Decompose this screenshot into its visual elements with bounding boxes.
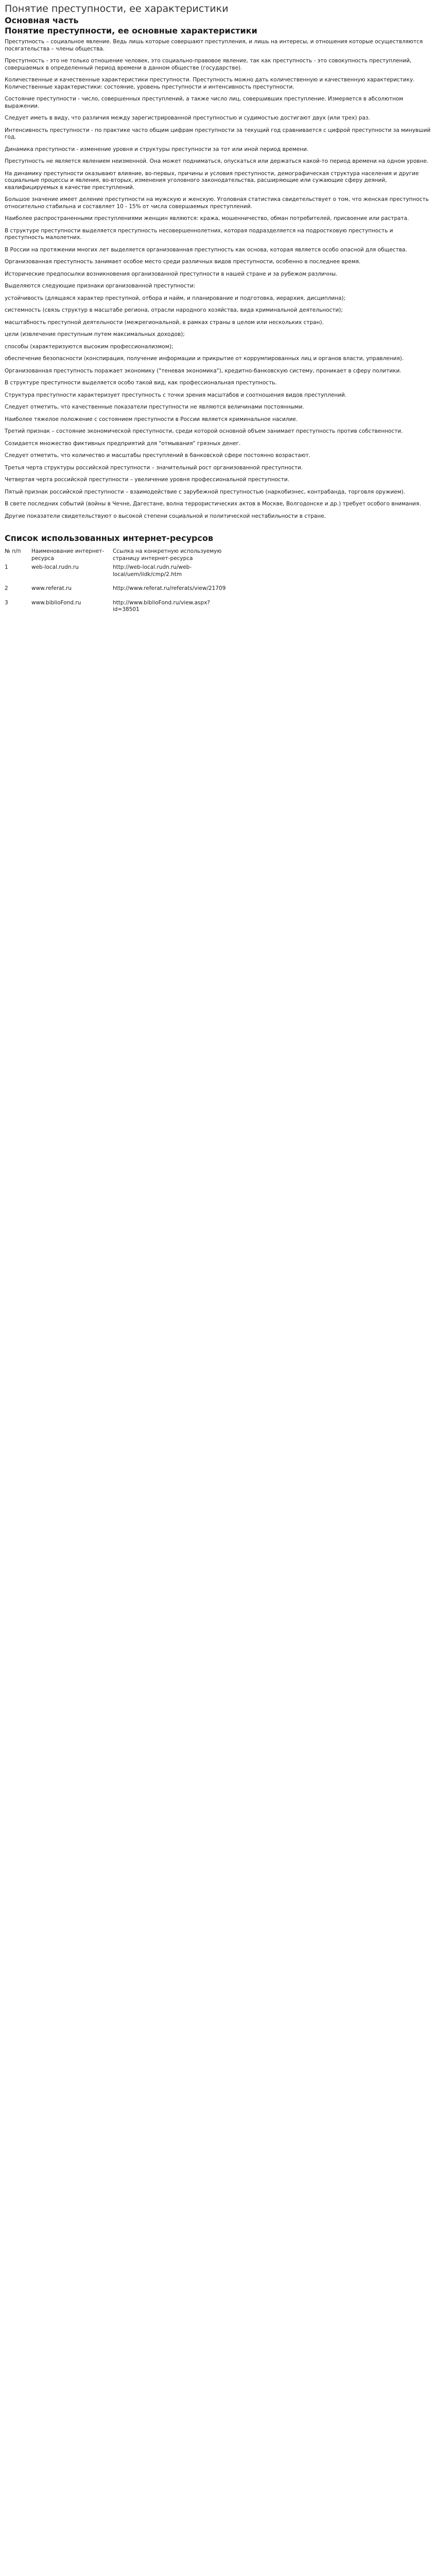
- references-heading: Список использованных интернет-ресурсов: [5, 533, 214, 543]
- document-body: [5, 39, 431, 520]
- paragraph: В структуре преступности выделяется особо такой вид, как профессиональная преступность.: [5, 380, 277, 386]
- paragraph: Другие показатели свидетельствуют о высокой степени социальной и политической нестабильности в стране.: [5, 513, 326, 519]
- paragraph: Выделяются следующие признаки организованной преступности:: [5, 283, 196, 289]
- reference-name: www.referat.ru: [31, 585, 72, 591]
- paragraph: Четвертая черта российской преступности – увеличение уровня профессиональной преступности.: [5, 477, 290, 483]
- paragraph: Исторические предпосылки возникновения организованной преступности в нашей стране и за рубежом различны.: [5, 270, 338, 277]
- reference-number: 3: [5, 599, 8, 606]
- reference-link[interactable]: http://www.referat.ru/referats/view/21709: [113, 585, 226, 591]
- reference-number: 1: [5, 564, 8, 570]
- document-page: [0, 0, 436, 641]
- paragraph: Количественные и качественные характеристики преступности. Преступность можно дать количественную и качественную характеристику. Количественные характеристики: состояние, уровень преступности и интенсивность преступности.: [5, 77, 415, 90]
- paragraph: устойчивость (длящаяся характер преступной, отбора и найм, и планирование и подготовка, иерархия, дисциплина);: [5, 295, 346, 301]
- paragraph: системность (связь структур в масштабе региона, отрасли народного хозяйства, вида криминальной деятельности);: [5, 307, 343, 313]
- paragraph: Организованная преступность занимает особое место среди различных видов преступности, особенно в последнее время.: [5, 259, 361, 265]
- paragraph: Преступность - это не только отношение человек, это социально-правовое явление, так как преступность - это совокупность преступлений, совершаемых в определенный период времени в данном обществе (государстве).: [5, 58, 412, 71]
- part-heading: Основная часть: [5, 15, 79, 25]
- reference-link[interactable]: http://www.biblioFond.ru/view.aspx?id=38501: [113, 599, 210, 613]
- paragraph: На динамику преступности оказывают влияние, во-первых, причины и условия преступности, демографическая структура населения и другие социальные процессы и явления, во-вторых, изменения уголовного законодательства, расширяющие или сужающие сферу деяний, квалифицируемых в качестве преступлений.: [5, 170, 419, 191]
- paragraph: В свете последних событий (войны в Чечне, Дагестане, волна террористических актов в Москве, Волгодонске и др.) требует особого внимания.: [5, 501, 421, 507]
- reference-row: [5, 585, 230, 600]
- paragraph: Пятый признак российской преступности – взаимодействие с зарубежной преступностью (наркобизнес, контрабанда, торговля оружием).: [5, 488, 406, 495]
- paragraph: Организованная преступность поражает экономику ("теневая экономика"), кредитно-банковскую систему, проникает в сферу политики.: [5, 367, 402, 374]
- paragraph: Третья черта структуры российской преступности – значительный рост организованной преступности.: [5, 464, 303, 471]
- paragraph: Созидается множество фиктивных предприятий для "отмывания" грязных денег.: [5, 440, 241, 447]
- references-table: [5, 548, 230, 621]
- paragraph: Третий признак – состояние экономической преступности, среди которой основной объем занимает преступность против собственности.: [5, 428, 403, 434]
- paragraph: Интенсивность преступности - по практике часто общим цифрам преступности за текущий год сравнивается с цифрой преступности за минувший год.: [5, 127, 431, 140]
- reference-link[interactable]: http://web-local.rudn.ru/web-local/uem/iidk/cmp/2.htm: [113, 564, 192, 578]
- paragraph: Наиболее распространенными преступлениями женщин являются: кража, мошенничество, обман потребителей, присвоение или растрата.: [5, 215, 409, 222]
- reference-number: 2: [5, 585, 8, 591]
- reference-row: [5, 600, 230, 621]
- paragraph: цели (извлечение преступным путем максимальных доходов);: [5, 331, 185, 337]
- column-header-number: № п/п: [5, 548, 21, 554]
- paragraph: В России на протяжении многих лет выделяется организованная преступность как основа, которая является особо опасной для общества.: [5, 246, 407, 253]
- paragraph: масштабность преступной деятельности (межрегиональной, в рамках страны в целом или нескольких стран).: [5, 319, 324, 326]
- paragraph: Динамика преступности - изменение уровня и структуры преступности за тот или иной период времени.: [5, 146, 309, 152]
- paragraph: Следует отметить, что количество и масштабы преступлений в банковской сфере постоянно возрастают.: [5, 452, 311, 459]
- page-title: Понятие преступности, ее характеристики: [5, 3, 229, 14]
- reference-name: www.biblioFond.ru: [31, 599, 81, 606]
- column-header-link: Ссылка на конкретную используемую страницу интернет-ресурса: [113, 548, 222, 562]
- paragraph: Следует иметь в виду, что различия между зарегистрированной преступностью и судимостью достигают двух (или трех) раз.: [5, 115, 370, 121]
- paragraph: Преступность не является явлением неизменной. Она может подниматься, опускаться или держаться какой-то период времени на одном уровне.: [5, 158, 429, 164]
- references-header-row: [5, 548, 230, 564]
- paragraph: Следует отметить, что качественные показатели преступности не являются величинами постоянными.: [5, 404, 304, 410]
- paragraph: обеспечение безопасности (конспирация, получение информации и прикрытие от коррумпированных лиц и органов власти, управления).: [5, 355, 404, 362]
- paragraph: В структуре преступности выделяется преступность несовершеннолетних, которая подразделяется на подростковую преступность и преступность малолетних.: [5, 227, 393, 241]
- column-header-name: Наименование интернет-ресурса: [31, 548, 104, 562]
- reference-row: [5, 564, 230, 585]
- paragraph: способы (характеризуются высоким профессионализмом);: [5, 343, 173, 350]
- paragraph: Структура преступности характеризует преступность с точки зрения масштабов и соотношения видов преступлений.: [5, 392, 347, 398]
- paragraph: Преступность – социальное явление. Ведь лишь которые совершают преступления, и лишь на интересы, и отношения которые осуществляются посягательства – члены общества.: [5, 39, 423, 52]
- paragraph: Большое значение имеет деление преступности на мужскую и женскую. Уголовная статистика свидетельствует о том, что женская преступность относительно стабильна и составляет 10 - 15% от числа совершаемых преступлений.: [5, 196, 429, 210]
- reference-name: web-local.rudn.ru: [31, 564, 79, 570]
- paragraph: Наиболее тяжелое положение с состоянием преступности в России является криминальное насилие.: [5, 416, 298, 422]
- paragraph: Состояние преступности - число, совершенных преступлений, а также число лиц, совершивших преступление. Измеряется в абсолютном выражении.: [5, 96, 404, 109]
- section-heading: Понятие преступности, ее основные характеристики: [5, 26, 257, 36]
